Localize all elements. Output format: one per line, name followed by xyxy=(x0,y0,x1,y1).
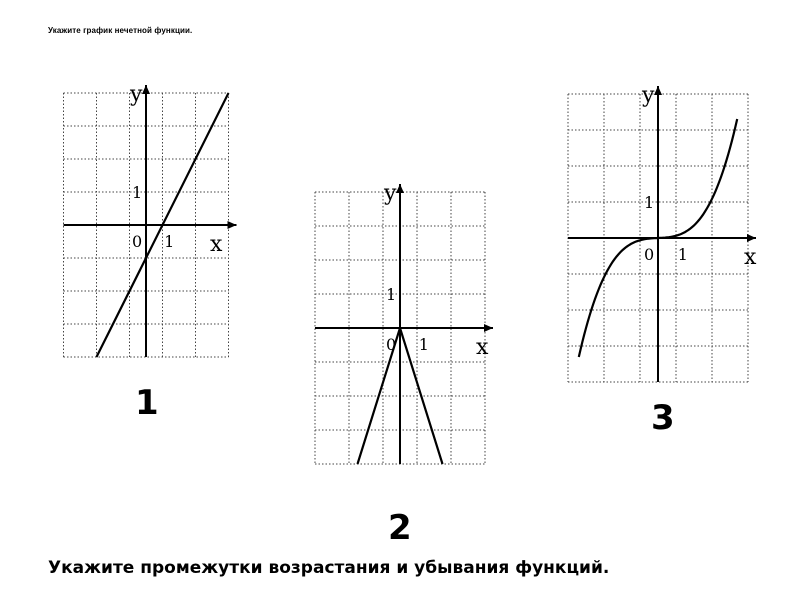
y-axis-label: y xyxy=(130,82,143,107)
origin-label: 0 xyxy=(644,245,655,264)
y-unit-label: 1 xyxy=(644,193,655,212)
assignment-text: Укажите промежутки возрастания и убывания функций. xyxy=(48,558,610,578)
graph-3 xyxy=(566,83,761,372)
y-axis-label: y xyxy=(642,83,655,108)
graph-2-plot xyxy=(316,181,491,468)
graph-1-plot xyxy=(60,82,235,362)
graph-3-plot xyxy=(566,83,761,372)
y-axis-label: y xyxy=(384,181,397,206)
x-axis-arrow xyxy=(747,234,756,242)
graph-3-number: 3 xyxy=(651,398,675,438)
graph-2 xyxy=(316,181,491,468)
x-axis-arrow xyxy=(228,221,237,229)
x-axis-arrow xyxy=(484,324,493,332)
x-axis-label: x xyxy=(744,245,757,270)
task-title: Укажите график нечетной функции. xyxy=(48,26,193,35)
origin-label: 0 xyxy=(132,232,143,251)
graph-1 xyxy=(60,82,235,362)
graph-2-number: 2 xyxy=(388,508,412,548)
x-unit-label: 1 xyxy=(418,335,429,354)
x-axis-label: x xyxy=(210,232,223,257)
y-unit-label: 1 xyxy=(132,183,143,202)
graph-1-number: 1 xyxy=(135,383,159,423)
origin-label: 0 xyxy=(386,335,397,354)
y-axis-arrow xyxy=(142,85,150,94)
x-unit-label: 1 xyxy=(677,245,688,264)
x-unit-label: 1 xyxy=(164,232,175,251)
y-unit-label: 1 xyxy=(386,285,397,304)
x-axis-label: x xyxy=(476,335,489,360)
y-axis-arrow xyxy=(396,184,404,193)
y-axis-arrow xyxy=(654,86,662,95)
